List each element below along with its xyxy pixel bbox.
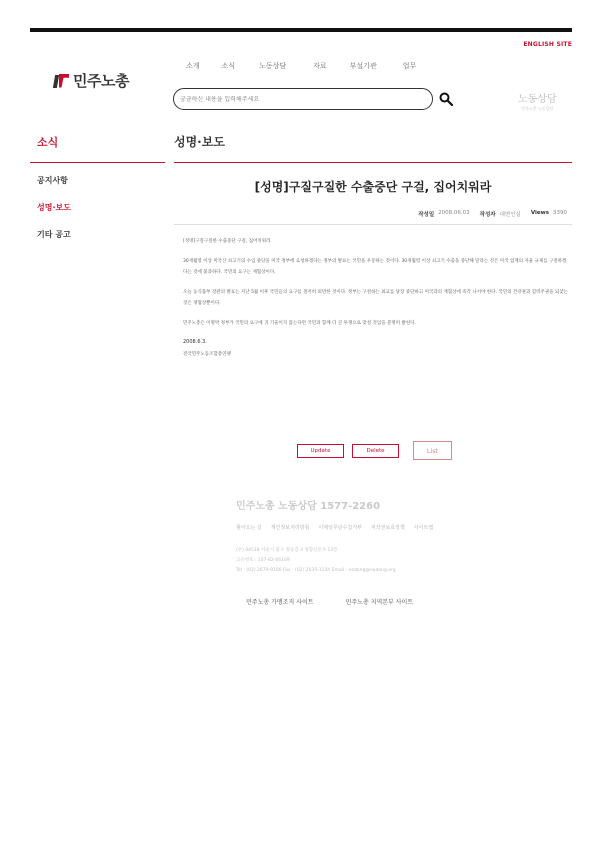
nav-item-affiliates[interactable]: 부설기관 bbox=[349, 62, 377, 70]
footer-link[interactable]: 이메일무단수집거부 bbox=[318, 525, 362, 531]
sidebar-item-other-notices[interactable]: 기타 공고 bbox=[37, 230, 71, 239]
footer-registration: 고유번호 : 107-82-06109 bbox=[236, 558, 290, 563]
list-button[interactable]: List bbox=[413, 441, 452, 460]
article-paragraph: 30개월령 이상 미국산 쇠고기의 수입 중단을 미국 정부에 요청하겠다는 정부의 발표는 국민을 우롱하는 것이다. 30개월령 이상 쇠고기 수출을 중단해 달라는 것은 미국 업계의 자율 규제를 구걸하겠다는 것에 불과하다. 국민의 요구는 재협상이다. bbox=[183, 258, 567, 275]
article-title: [성명]구질구질한 수출중단 구걸, 집어치워라 bbox=[254, 180, 492, 194]
sidebar-item-statements[interactable]: 성명·보도 bbox=[37, 203, 71, 212]
footer-contact: Tel : (02) 2670-9100 Fax : (02) 2635-1134 Email : nodong@nodong.org bbox=[236, 568, 396, 573]
search-box bbox=[173, 88, 433, 110]
nav-item-resources[interactable]: 자료 bbox=[313, 62, 327, 70]
search-input[interactable] bbox=[180, 96, 410, 103]
main-nav bbox=[186, 61, 436, 71]
footer-info bbox=[236, 546, 396, 576]
article-meta bbox=[412, 210, 567, 218]
article-views: 3390 bbox=[553, 210, 567, 216]
logo-text: 민주노총 bbox=[73, 72, 129, 90]
nav-item-work[interactable]: 업무 bbox=[402, 62, 417, 70]
footer-link[interactable]: 개인정보처리방침 bbox=[270, 525, 310, 531]
article-paragraph: 민주노총은 이명박 정부가 국민의 요구에 귀 기울이지 않는다면 국민과 함께 더 큰 투쟁으로 맞설 것임을 분명히 밝힌다. bbox=[183, 320, 416, 326]
footer-links bbox=[236, 524, 433, 531]
sidebar-title: 소식 bbox=[37, 136, 59, 149]
article-author: 대변인실 bbox=[499, 212, 521, 218]
article-date-line: 2008.6.3. bbox=[183, 339, 207, 345]
english-site-link[interactable]: ENGLISH SITE bbox=[523, 41, 572, 48]
regional-sites-link[interactable]: 민주노총 지역본부 사이트 bbox=[345, 599, 414, 606]
search-icon[interactable] bbox=[439, 92, 453, 106]
article-body bbox=[183, 236, 568, 368]
footer-address: (우) 04518 서울시 중구 정동길 3 경향신문사 13층 bbox=[236, 548, 338, 553]
consult-title: 노동상담 bbox=[518, 94, 557, 105]
site-logo[interactable] bbox=[52, 70, 129, 91]
page-title: 성명·보도 bbox=[174, 135, 225, 149]
sidebar-menu bbox=[37, 175, 71, 256]
meta-divider bbox=[174, 224, 572, 225]
consult-subtitle: 민주노총 노동상담 bbox=[521, 106, 554, 111]
logo-mark-icon bbox=[52, 73, 70, 89]
footer-link[interactable]: 찾아오는 길 bbox=[236, 525, 262, 531]
top-bar bbox=[30, 28, 572, 32]
article-signature: 전국민주노동조합총연맹 bbox=[183, 351, 231, 357]
author-label: 작성자 bbox=[479, 212, 496, 218]
sidebar-item-notice[interactable]: 공지사항 bbox=[37, 176, 68, 185]
update-button[interactable]: Update bbox=[297, 444, 344, 458]
article-paragraph: 오늘 농식품부 장관의 발표는 지난 5월 이후 국민들의 요구를 철저히 외면한 것이다. 정부는 구걸하는 외교를 당장 중단하고 미국과의 재협상에 즉각 나서야 한다. 국민의 건강권과 검역주권을 되찾는 것은 재협상뿐이다. bbox=[183, 289, 568, 306]
affiliate-sites-link[interactable]: 민주노총 가맹조직 사이트 bbox=[246, 599, 314, 606]
article-paragraph: [성명]구질구질한 수출중단 구걸, 집어치워라 bbox=[183, 239, 271, 244]
article-date: 2008.06.03 bbox=[438, 210, 470, 216]
family-site-links bbox=[246, 597, 413, 606]
footer-link[interactable]: 저작권보호정책 bbox=[370, 525, 405, 531]
footer-link[interactable]: 사이트맵 bbox=[413, 525, 434, 531]
date-label: 작성일 bbox=[418, 212, 435, 218]
nav-item-about[interactable]: 소개 bbox=[186, 62, 200, 70]
consult-link[interactable] bbox=[518, 90, 557, 112]
nav-item-consult[interactable]: 노동상담 bbox=[259, 62, 287, 70]
content-divider bbox=[174, 162, 572, 163]
delete-button[interactable]: Delete bbox=[352, 444, 399, 458]
views-label: Views bbox=[530, 210, 549, 216]
footer-phone: 민주노총 노동상담 1577-2260 bbox=[236, 501, 381, 512]
sidebar-divider bbox=[30, 162, 165, 163]
nav-item-news[interactable]: 소식 bbox=[221, 62, 236, 70]
